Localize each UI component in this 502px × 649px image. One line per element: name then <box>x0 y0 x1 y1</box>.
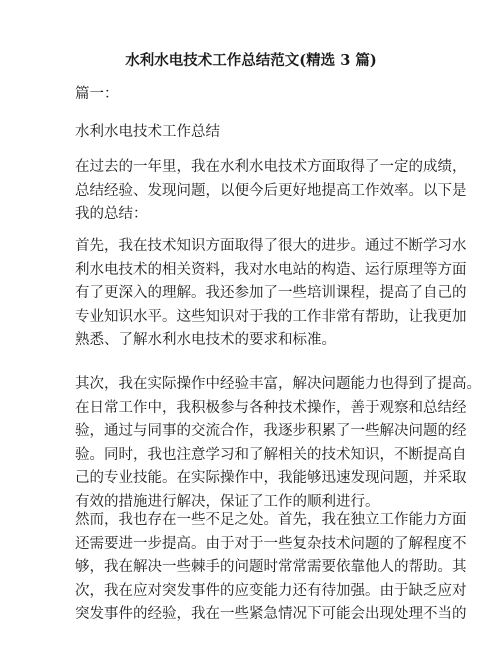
section-subheading: 水利水电技术工作总结 <box>75 124 220 140</box>
document-title: 水利水电技术工作总结范文(精选 3 篇) <box>125 52 377 69</box>
paragraph-shortcomings: 然而，我也存在一些不足之处。首先，我在独立工作能力方面 还需要进一步提高。由于对于一些复杂技术问题的了解程度不 够，我在解决一些棘手的问题时常常需要依靠他人的帮助。其 次，我在应对突发事件的应变能力还有待加强。由于缺乏应对 突发事件的经验，我在一些紧急情况下可能会出现处理不当的 <box>75 512 467 622</box>
section-label: 篇一： <box>75 86 119 102</box>
paragraph-intro: 在过去的一年里，我在水利水电技术方面取得了一定的成绩， 总结经验、发现问题，以便今后更好地提高工作效率。以下是 我的总结： <box>75 159 467 222</box>
paragraph-practical-experience: 其次，我在实际操作中经验丰富，解决问题能力也得到了提高。 在日常工作中，我积极参与各种技术操作，善于观察和总结经 验，通过与同事的交流合作，我逐步积累了一些解决问题的经 验。同时，我也注意学习和了解相关的技术知识，不断提高自 己的专业技能。在实际操作中，我能够迅速发现问题，并采取 有效的措施进行解决，保证了工作的顺利进行。 <box>75 376 481 510</box>
paragraph-technical-knowledge: 首先，我在技术知识方面取得了很大的进步。通过不断学习水 利水电技术的相关资料，我对水电站的构造、运行原理等方面 有了更深入的理解。我还参加了一些培训课程，提高了自己的 专业知识水平。这些知识对于我的工作非常有帮助，让我更加 熟悉、了解水利水电技术的要求和标准。 <box>75 238 467 348</box>
